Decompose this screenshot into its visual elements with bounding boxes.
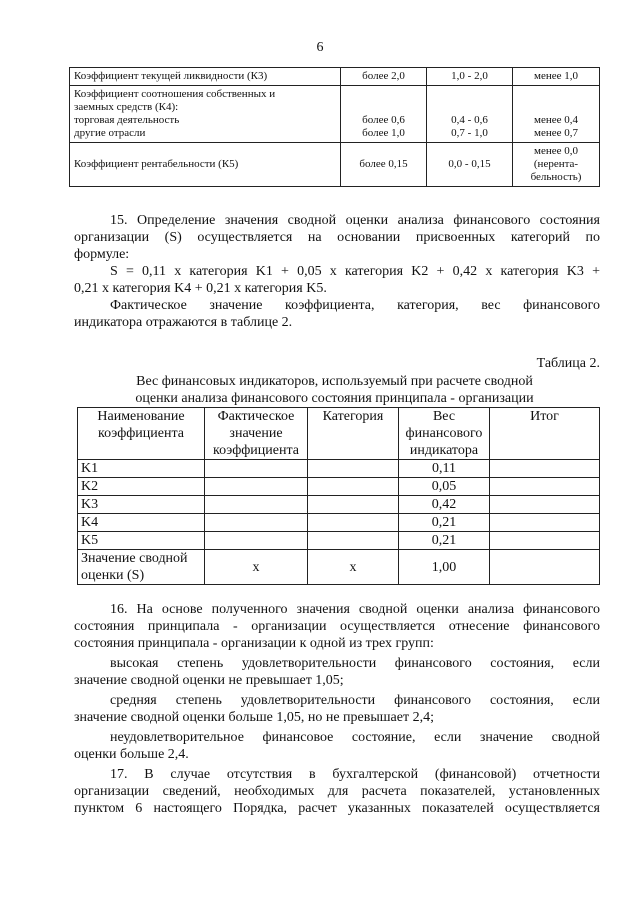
- text-line: пунктом 6 настоящего Порядка, расчет указанных показателей осуществляется: [74, 801, 600, 816]
- table-cell: менее 0,0 (нерента- бельность): [513, 143, 600, 187]
- text-line: неудовлетворительное финансовое состояние, если значение сводной: [110, 730, 600, 745]
- table-row: [70, 68, 600, 86]
- paragraph-16-17: [74, 601, 600, 817]
- table-cell: Значение сводной оценки (S): [78, 550, 205, 585]
- text-line: Фактическое значение коэффициента, категория, вес финансового: [110, 298, 600, 313]
- table-row: [78, 460, 600, 478]
- table-cell: более 0,15: [341, 143, 427, 187]
- text-line: 15. Определение значения сводной оценки анализа финансового состояния: [110, 213, 600, 228]
- table-cell: [490, 460, 600, 478]
- column-header: Вес финансового индикатора: [399, 408, 490, 460]
- table-cell: 0,42: [399, 496, 490, 514]
- table-cell: x: [308, 550, 399, 585]
- column-header: Фактическое значение коэффициента: [205, 408, 308, 460]
- table-cell: [308, 532, 399, 550]
- text-line: индикатора отражаются в таблице 2.: [74, 315, 293, 330]
- table-cell: [308, 460, 399, 478]
- table-cell: 0,21: [399, 514, 490, 532]
- paragraph-15: [74, 212, 600, 331]
- table-cell: 0,4 - 0,6 0,7 - 1,0: [427, 86, 513, 143]
- text-line: 17. В случае отсутствия в бухгалтерской (финансовой) отчетности: [110, 767, 600, 782]
- table-cell: [308, 514, 399, 532]
- table-cell: K4: [78, 514, 205, 532]
- table-cell: [490, 532, 600, 550]
- table-cell: 1,0 - 2,0: [427, 68, 513, 86]
- table-row: [78, 514, 600, 532]
- table-cell: [490, 550, 600, 585]
- table-cell: 1,00: [399, 550, 490, 585]
- text-line: значение сводной оценки не превышает 1,05;: [74, 673, 344, 688]
- table-cell: 0,21: [399, 532, 490, 550]
- table-cell: K2: [78, 478, 205, 496]
- table-cell: Коэффициент соотношения собственных и заемных средств (К4): торговая деятельность другие отрасли: [70, 86, 341, 143]
- table-cell: K3: [78, 496, 205, 514]
- text-line: состояния принципала - организации осуществляется отнесение финансового: [74, 619, 600, 634]
- table-cell: x: [205, 550, 308, 585]
- table-cell: [490, 478, 600, 496]
- table-cell: Коэффициент текущей ликвидности (К3): [70, 68, 341, 86]
- table-row: [70, 143, 600, 187]
- text-line: значение сводной оценки больше 1,05, но не превышает 2,4;: [74, 710, 434, 725]
- summary-row: [78, 550, 600, 585]
- text-line: организации сведений, необходимых для расчета показателей, установленных: [74, 784, 600, 799]
- table-cell: K1: [78, 460, 205, 478]
- table-cell: более 2,0: [341, 68, 427, 86]
- table-cell: менее 0,4 менее 0,7: [513, 86, 600, 143]
- table-cell: более 0,6 более 1,0: [341, 86, 427, 143]
- table-cell: [308, 496, 399, 514]
- text-line: формуле:: [74, 247, 130, 262]
- table-row: [70, 86, 600, 143]
- table-cell: 0,0 - 0,15: [427, 143, 513, 187]
- table-cell: [205, 460, 308, 478]
- table-cell: [205, 478, 308, 496]
- table-cell: [490, 496, 600, 514]
- coefficient-criteria-table: [69, 67, 600, 187]
- financial-indicators-weight-table: [77, 407, 600, 585]
- table-cell: [205, 496, 308, 514]
- text-line: состояния принципала - организации к одной из трех групп:: [74, 636, 434, 651]
- column-header: Наименование коэффициента: [78, 408, 205, 460]
- page-number: 6: [316, 40, 324, 55]
- table-cell: 0,11: [399, 460, 490, 478]
- text-line: организации (S) осуществляется на основании присвоенных категорий по: [74, 230, 600, 245]
- table-cell: [205, 514, 308, 532]
- text-line: оценки больше 2,4.: [74, 747, 189, 762]
- table-cell: менее 1,0: [513, 68, 600, 86]
- table-title: Вес финансовых индикаторов, используемый при расчете сводной оценки анализа финансового состояния принципала - организации: [135, 374, 534, 406]
- table-row: [78, 496, 600, 514]
- column-header: Категория: [308, 408, 399, 460]
- table-cell: Коэффициент рентабельности (К5): [70, 143, 341, 187]
- table-cell: [205, 532, 308, 550]
- table-cell: [490, 514, 600, 532]
- text-line: высокая степень удовлетворительности финансового состояния, если: [110, 656, 600, 671]
- table-row: [78, 532, 600, 550]
- column-header: Итог: [490, 408, 600, 460]
- text-line: средняя степень удовлетворительности финансового состояния, если: [110, 693, 600, 708]
- table-caption: Таблица 2.: [536, 356, 600, 371]
- table-row: [78, 478, 600, 496]
- table-cell: K5: [78, 532, 205, 550]
- formula-line: 0,21 x категория K4 + 0,21 x категория K5.: [74, 281, 327, 296]
- formula-line: S = 0,11 x категория K1 + 0,05 x категория K2 + 0,42 x категория K3 +: [110, 264, 600, 279]
- table-cell: [308, 478, 399, 496]
- table-cell: 0,05: [399, 478, 490, 496]
- table-header-row: [78, 408, 600, 460]
- text-line: 16. На основе полученного значения сводной оценки анализа финансового: [110, 602, 600, 617]
